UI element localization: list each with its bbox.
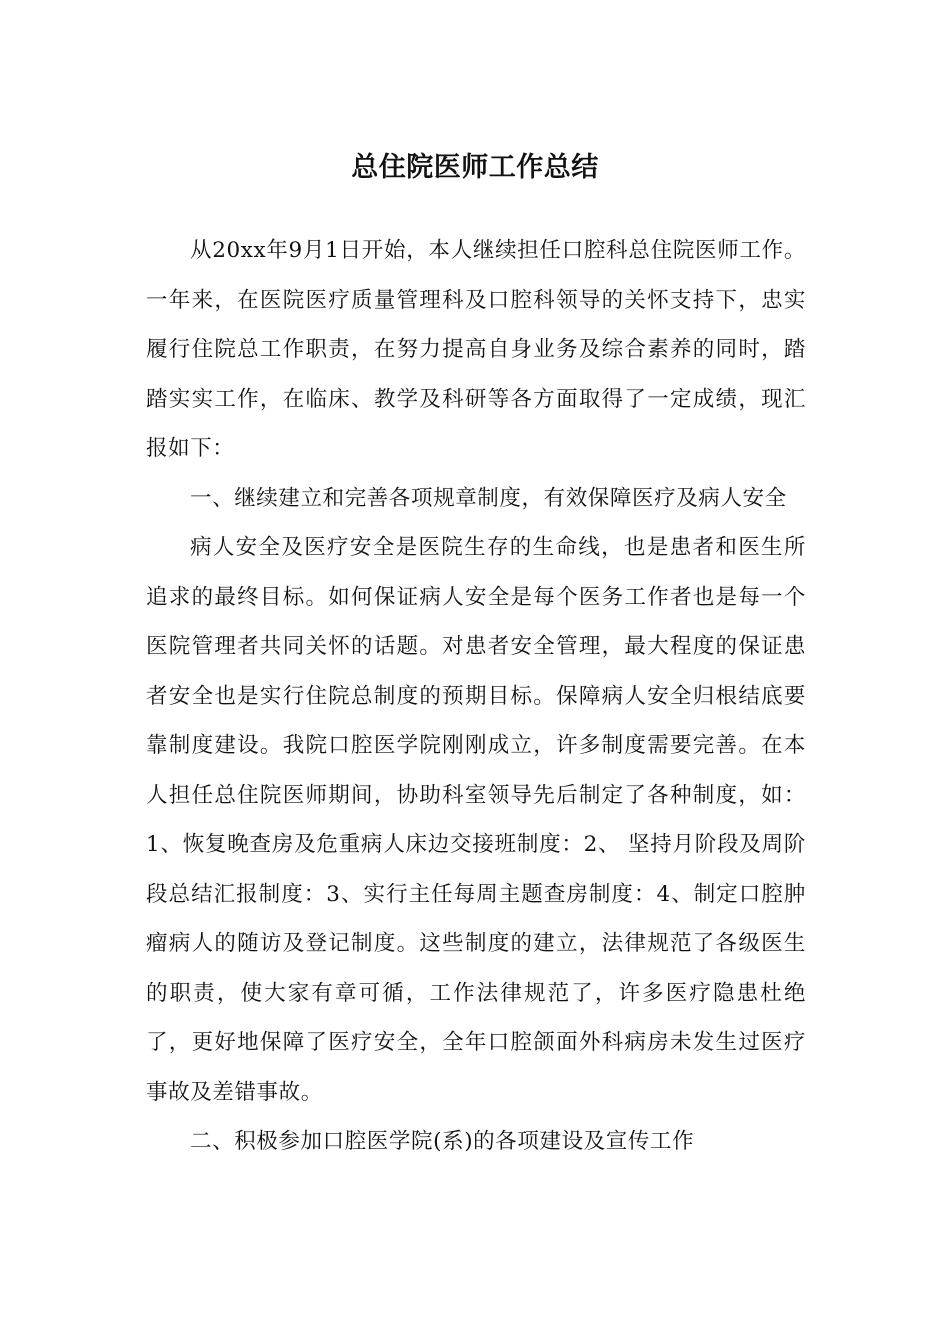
document-body xyxy=(146,226,806,1167)
paragraph-intro: 从20xx年9月1日开始，本人继续担任口腔科总住院医师工作。一年来，在医院医疗质量管理科及口腔科领导的关怀支持下，忠实履行住院总工作职责，在努力提高自身业务及综合素养的同时，踏踏实实工作，在临床、教学及科研等各方面取得了一定成绩，现汇报如下： xyxy=(146,238,806,461)
section-heading-1: 一、继续建立和完善各项规章制度，有效保障医疗及病人安全 xyxy=(190,485,787,511)
document-title: 总住院医师工作总结 xyxy=(351,152,599,184)
paragraph-section-1: 病人安全及医疗安全是医院生存的生命线，也是患者和医生所追求的最终目标。如何保证病人安全是每个医务工作者也是每一个医院管理者共同关怀的话题。对患者安全管理，最大程度的保证患者安全也是实行住院总制度的预期目标。保障病人安全归根结底要靠制度建设。我院口腔医学院刚刚成立，许多制度需要完善。在本人担任总住院医师期间，协助科室领导先后制定了各种制度，如：1、恢复晚查房及危重病人床边交接班制度：2、 坚持月阶段及周阶段总结汇报制度：3、实行主任每周主题查房制度：4、制定口腔肿瘤病人的随访及登记制度。这些制度的建立，法律规范了各级医生的职责，使大家有章可循，工作法律规范了，许多医疗隐患杜绝了，更好地保障了医疗安全，全年口腔颌面外科病房未发生过医疗事故及差错事故。 xyxy=(146,535,806,1105)
section-heading-2: 二、积极参加口腔医学院(系)的各项建设及宣传工作 xyxy=(190,1129,695,1154)
